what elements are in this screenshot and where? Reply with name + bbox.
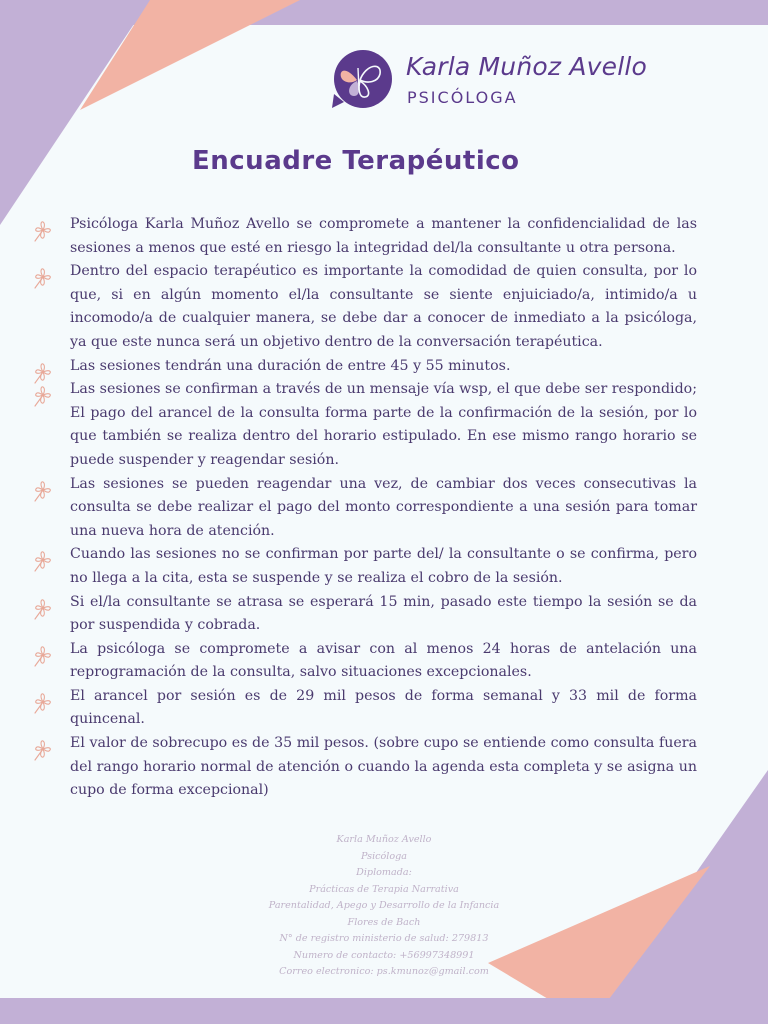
footer-contact [184, 832, 584, 981]
list-item [70, 638, 697, 685]
list-item-text: El arancel por sesión es de 29 mil pesos de forma semanal y 33 mil de forma quincenal. [70, 687, 697, 728]
list-item [70, 355, 697, 379]
footer-diploma-heading: Diplomada: [356, 867, 412, 878]
list-item-text: Si el/la consultante se atrasa se esperará 15 min, pasado este tiempo la sesión se da por suspendida y cobrada. [70, 593, 697, 634]
footer-diploma-1: Prácticas de Terapia Narrativa [309, 883, 459, 895]
list-item [70, 732, 697, 803]
list-item-text: Psicóloga Karla Muñoz Avello se compromete a mantener la confidencialidad de las sesiones a menos que esté en riesgo la integridad del/la consultante u otra persona. [70, 216, 697, 256]
footer-name: Karla Muñoz Avello [336, 834, 432, 845]
list-item [70, 591, 697, 638]
list-item [70, 473, 697, 544]
list-item-text: Cuando las sesiones no se confirman por parte del/ la consultante o se confirma, pero no llega a la cita, esta se suspende y se realiza el cobro de la sesión. [70, 546, 697, 586]
butterfly-speech-bubble-icon [330, 50, 394, 112]
footer-registry: N° de registro ministerio de salud: 279813 [279, 933, 489, 944]
list-item-text: Las sesiones se pueden reagendar una vez, de cambiar dos veces consecutivas la consulta se debe realizar el pago del monto correspondiente a una sesión para tomar una nueva hora de atención. [70, 475, 697, 539]
bottom-purple-band [0, 998, 768, 1024]
footer-phone: Numero de contacto: +56997348991 [293, 949, 475, 961]
list-item [70, 260, 697, 354]
list-item [70, 378, 697, 472]
footer-diploma-2: Parentalidad, Apego y Desarrollo de la Infancia [268, 900, 500, 911]
footer-diploma-3: Flores de Bach [347, 916, 421, 928]
footer-profession: Psicóloga [360, 850, 408, 862]
list-item [70, 685, 697, 732]
list-item [70, 543, 697, 590]
list-item-text: El valor de sobrecupo es de 35 mil pesos. (sobre cupo se entiende como consulta fuera del rango horario normal de atención o cuando la agenda esta completa y se asigna un cupo de forma excepcional) [70, 735, 697, 799]
brand-profession: PSICÓLOGA [407, 88, 518, 107]
list-item-text: Dentro del espacio terapéutico es importante la comodidad de quien consulta, por lo que, si en algún momento el/la consultante se siente enjuiciado/a, intimido/a u incomodo/a de cualquier manera, se debe dar a conocer de inmediato a la psicóloga, ya que este nunca será un objetivo dentro de la conversación terapéutica. [70, 263, 697, 350]
footer-email: Correo electronico: ps.kmunoz@gmail.com [279, 966, 489, 977]
list-item-text: Las sesiones se confirman a través de un mensaje vía wsp, el que debe ser respondido; El pago del arancel de la consulta forma parte de la confirmación de la sesión, por lo que también se realiza dentro del horario estipulado. En ese mismo rango horario se puede suspender y reagendar sesión. [70, 381, 697, 468]
therapeutic-terms-list [70, 213, 697, 803]
top-left-purple-triangle [0, 0, 150, 225]
brand-name: Karla Muñoz Avello [406, 52, 648, 81]
list-item [70, 213, 697, 260]
list-item-text: La psicóloga se compromete a avisar con al menos 24 horas de antelación una reprogramación de la consulta, salvo situaciones excepcionales. [70, 640, 697, 681]
page-title: Encuadre Terapéutico [192, 146, 520, 176]
header [330, 50, 690, 112]
list-item-text: Las sesiones tendrán una duración de entre 45 y 55 minutos. [70, 357, 511, 374]
